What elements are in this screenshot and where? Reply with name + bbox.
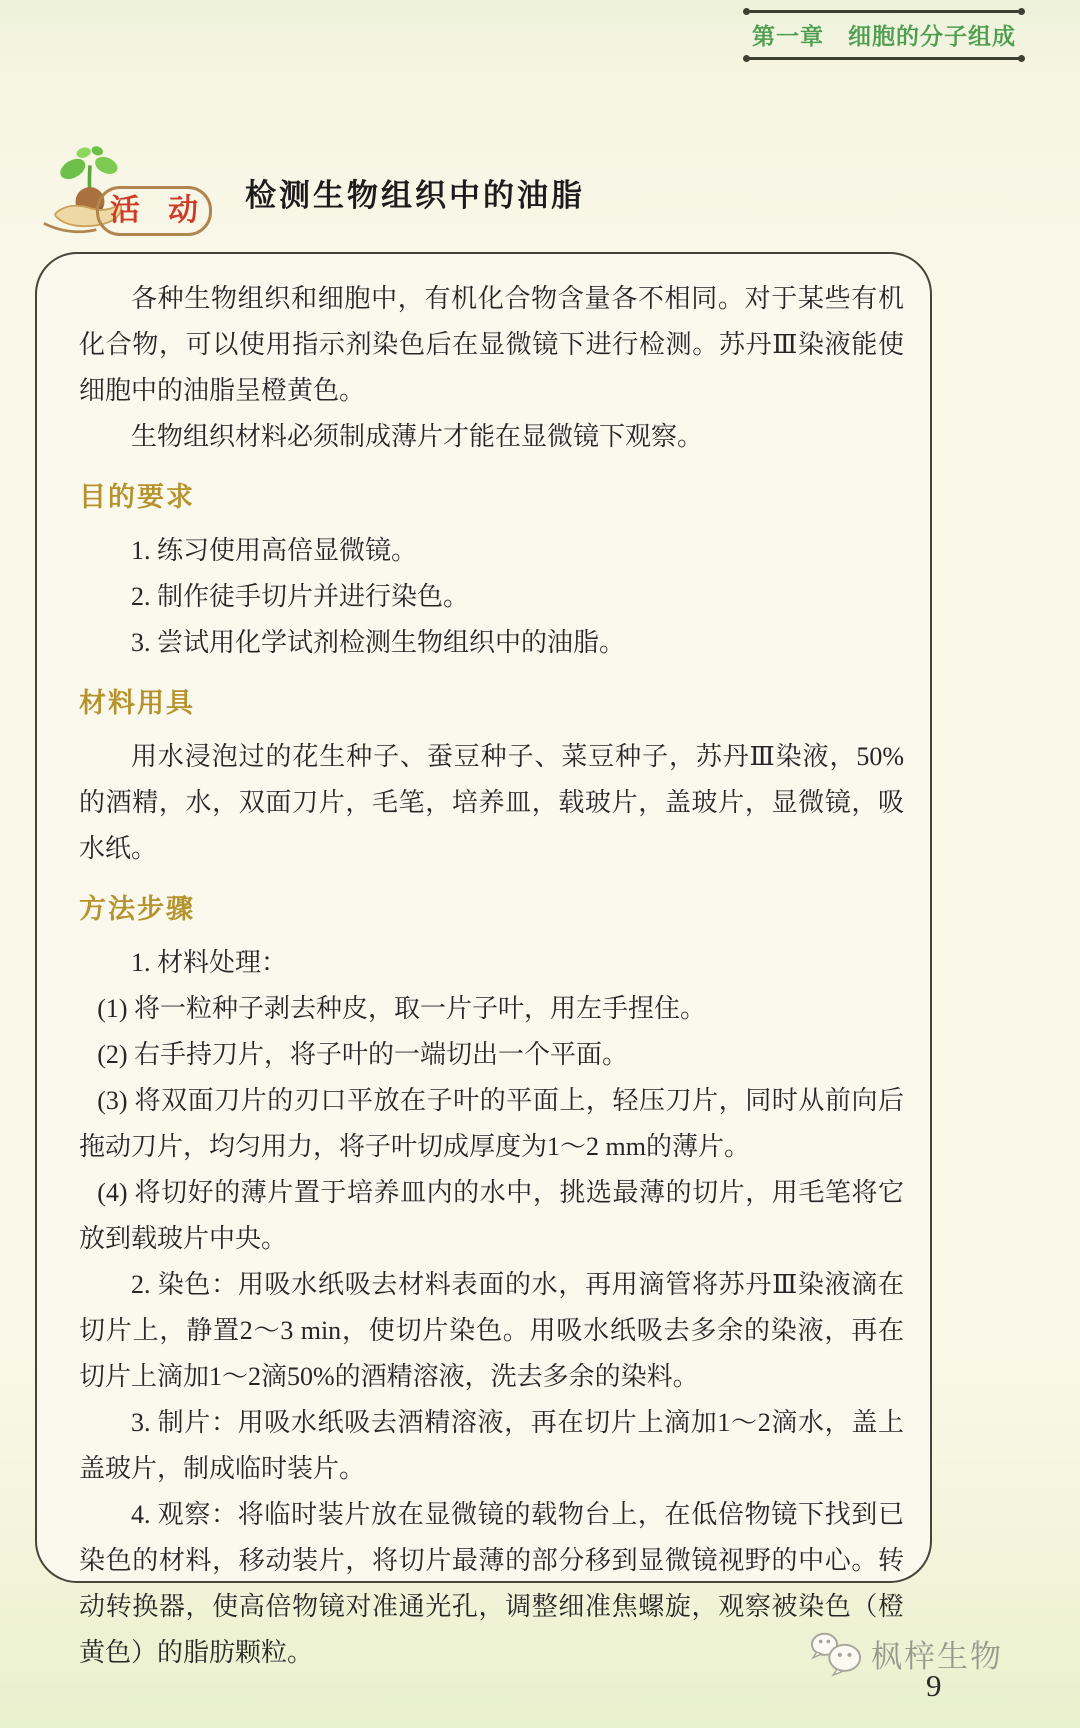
activity-badge-label: 活 动 bbox=[109, 194, 209, 227]
method-step-1: 1. 材料处理： bbox=[131, 948, 288, 977]
section-heading-purpose: 目的要求 bbox=[79, 482, 195, 512]
method-step-1-sub-4: (4) 将切好的薄片置于培养皿内的水中，挑选最薄的切片，用毛笔将它放到载玻片中央。 bbox=[79, 1178, 904, 1253]
watermark bbox=[808, 1628, 1003, 1678]
method-step-1-sub-1: (1) 将一粒种子剥去种皮，取一片子叶，用左手捏住。 bbox=[97, 994, 707, 1023]
activity-title: 检测生物组织中的油脂 bbox=[245, 178, 585, 213]
watermark-text: 枫梓生物 bbox=[871, 1638, 1003, 1674]
method-step-2: 2. 染色：用吸水纸吸去材料表面的水，再用滴管将苏丹Ⅲ染液滴在切片上，静置2～3 min，使切片染色。用吸水纸吸去多余的染液，再在切片上滴加1～2滴50%的酒精溶液，洗去多余的染料。 bbox=[79, 1270, 904, 1391]
activity-header-row bbox=[38, 138, 1040, 238]
wechat-icon bbox=[808, 1628, 866, 1678]
method-step-3: 3. 制片：用吸水纸吸去酒精溶液，再在切片上滴加1～2滴水，盖上盖玻片，制成临时装片。 bbox=[79, 1408, 904, 1483]
purpose-item-2: 2. 制作徒手切片并进行染色。 bbox=[131, 582, 470, 611]
section-heading-materials: 材料用具 bbox=[79, 688, 195, 718]
method-step-1-sub-2: (2) 右手持刀片，将子叶的一端切出一个平面。 bbox=[97, 1040, 629, 1069]
activity-badge-pill bbox=[96, 186, 212, 236]
section-heading-method: 方法步骤 bbox=[79, 894, 195, 924]
method-step-4: 4. 观察：将临时装片放在显微镜的载物台上，在低倍物镜下找到已染色的材料，移动装片，将切片最薄的部分移到显微镜视野的中心。转动转换器，使高倍物镜对准通光孔，调整细准焦螺旋，观察被染色（橙黄色）的脂肪颗粒。 bbox=[79, 1500, 904, 1667]
materials-paragraph: 用水浸泡过的花生种子、蚕豆种子、菜豆种子，苏丹Ⅲ染液，50%的酒精，水，双面刀片，毛笔，培养皿，载玻片，盖玻片，显微镜，吸水纸。 bbox=[79, 742, 904, 863]
chapter-title: 第一章 细胞的分子组成 bbox=[752, 23, 1016, 49]
purpose-item-1: 1. 练习使用高倍显微镜。 bbox=[131, 536, 418, 565]
activity-badge bbox=[38, 138, 213, 236]
intro-paragraph-2: 生物组织材料必须制成薄片才能在显微镜下观察。 bbox=[131, 422, 704, 451]
header-rule-top bbox=[748, 10, 1020, 13]
chapter-header bbox=[748, 10, 1020, 60]
method-step-1-sub-3: (3) 将双面刀片的刃口平放在子叶的平面上，轻压刀片，同时从前向后拖动刀片，均匀用力，将子叶切成厚度为1～2 mm的薄片。 bbox=[79, 1086, 904, 1161]
activity-content-box bbox=[35, 252, 932, 1667]
purpose-item-3: 3. 尝试用化学试剂检测生物组织中的油脂。 bbox=[131, 628, 626, 657]
intro-paragraph-1: 各种生物组织和细胞中，有机化合物含量各不相同。对于某些有机化合物，可以使用指示剂染色后在显微镜下进行检测。苏丹Ⅲ染液能使细胞中的油脂呈橙黄色。 bbox=[79, 284, 904, 405]
header-rule-bottom bbox=[748, 57, 1020, 60]
page-number: 9 bbox=[926, 1668, 942, 1703]
